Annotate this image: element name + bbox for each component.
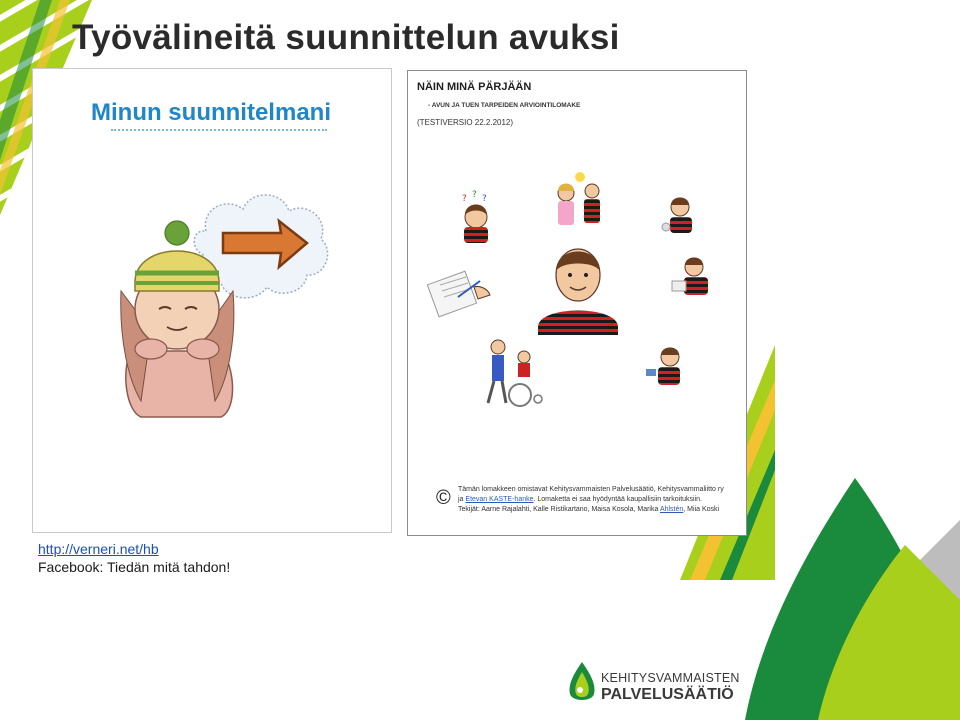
center-person-pictogram — [538, 249, 618, 335]
writing-pictogram — [427, 271, 490, 317]
verneri-link[interactable]: http://verneri.net/hb — [38, 541, 159, 557]
page-subheading: - AVUN JA TUEN TARPEIDEN ARVIOINTILOMAKE — [428, 102, 581, 109]
version-note: (TESTIVERSIO 22.2.2012) — [417, 118, 514, 127]
copyright-notice — [458, 485, 743, 515]
page-heading: Minun suunnitelmani — [91, 99, 331, 126]
copyright-line-2: ja Etevan KASTE-hanke. Lomaketta ei saa hyödyntää kaupallisiin tarkoituksiin. — [458, 496, 702, 503]
palvelusaatio-logo-icon — [566, 660, 598, 704]
author-link: Ahlstén — [659, 506, 684, 513]
svg-text:?: ? — [462, 194, 467, 204]
eating-person-pictogram — [662, 198, 692, 234]
svg-text:?: ? — [482, 194, 487, 204]
page-heading: NÄIN MINÄ PÄRJÄÄN — [417, 81, 532, 93]
reading-person-pictogram — [672, 258, 708, 296]
document-page-minun-suunnitelmani — [32, 68, 392, 533]
copyright-line-1: Tämän lomakkeen omistavat Kehitysvammaisten Palvelusäätiö, Kehitysvammaliitto ry — [458, 486, 724, 493]
slide-title: Työvälineitä suunnittelun avuksi — [72, 18, 620, 57]
kaste-link[interactable]: Etevan KASTE-hanke — [465, 496, 534, 503]
svg-text:?: ? — [472, 190, 477, 200]
logo-text-line-2: PALVELUSÄÄTIÖ — [601, 686, 734, 703]
facebook-note: Facebook: Tiedän mitä tahdon! — [38, 559, 231, 575]
copyright-icon: © — [436, 487, 451, 509]
helping-persons-pictogram — [558, 172, 600, 225]
confused-person-pictogram — [462, 190, 488, 243]
logo-text-line-1: KEHITYSVAMMAISTEN — [601, 671, 740, 685]
pictogram-illustrations — [418, 167, 738, 417]
document-page-nain-mina-parjaan — [407, 70, 747, 536]
wheelchair-assistance-pictogram — [488, 340, 542, 406]
thinking-child-illustration — [111, 181, 331, 421]
dotted-underline — [111, 129, 327, 131]
phone-person-pictogram — [646, 348, 680, 386]
copyright-line-3: Tekijät: Aarne Rajalahti, Kalle Ristikartano, Maisa Kosola, Marika Ahlstén, Miia Koski — [458, 506, 720, 513]
